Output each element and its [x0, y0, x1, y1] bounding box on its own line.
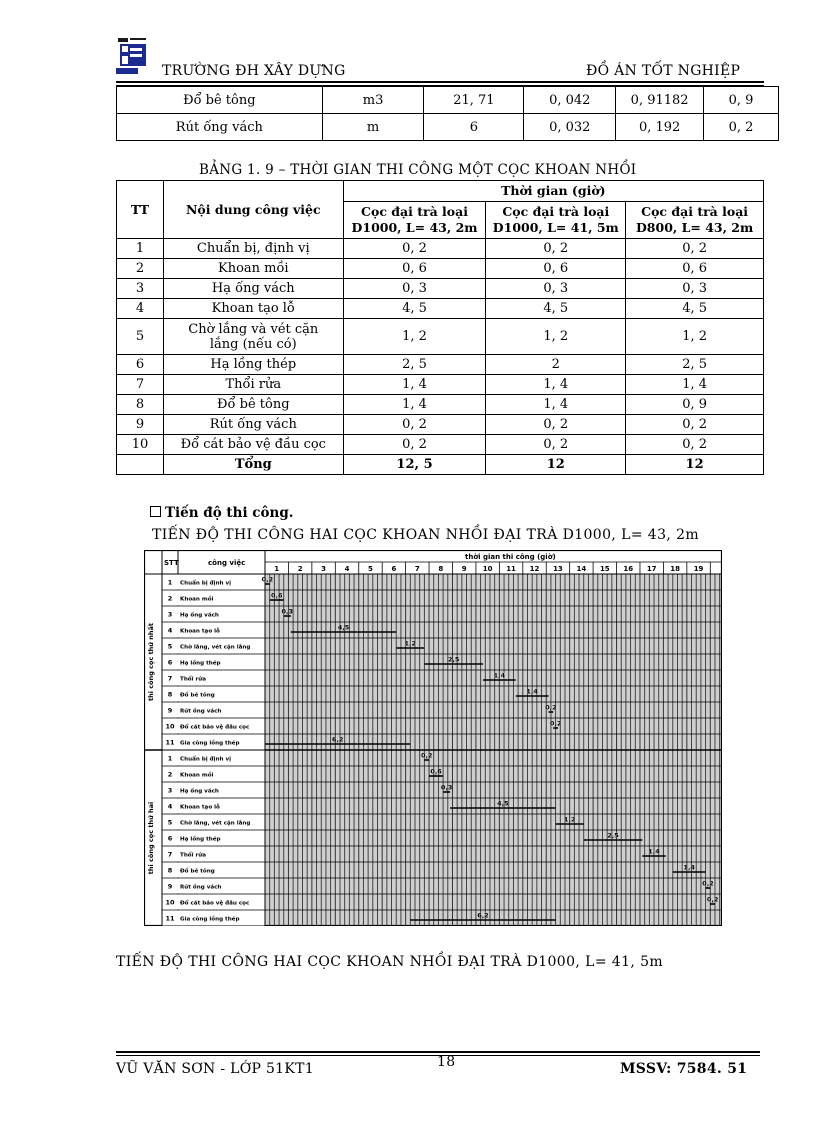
- task-name: Khoan tạo lỗ: [180, 628, 220, 635]
- gantt-title-1: TIẾN ĐỘ THI CÔNG HAI CỌC KHOAN NHỒI ĐẠI TRÀ D1000, L= 43, 2m: [152, 527, 700, 543]
- cell: 0, 2: [343, 239, 486, 259]
- cell: 0, 192: [616, 114, 704, 141]
- cell: 0, 2: [626, 239, 764, 259]
- cell: 1, 4: [626, 375, 764, 395]
- cell: 21, 71: [424, 87, 524, 114]
- task-duration-label: 1,4: [683, 863, 695, 872]
- task-duration-label: 6,2: [477, 911, 489, 920]
- project-name: ĐỒ ÁN TỐT NGHIỆP: [586, 63, 741, 79]
- cell: m3: [322, 87, 424, 114]
- gantt-header-time: thời gian thi công (giờ): [465, 553, 556, 561]
- cell: 8: [117, 395, 164, 415]
- task-stt: 1: [167, 754, 173, 763]
- cell: 1, 2: [486, 319, 626, 355]
- cell: 0, 2: [626, 435, 764, 455]
- task-name: Chờ lắng, vét cặn lắng: [180, 644, 251, 651]
- hour-label: 5: [368, 565, 373, 573]
- task-stt: 7: [167, 674, 173, 683]
- cell: 2, 5: [343, 355, 486, 375]
- table-row: [117, 299, 764, 319]
- task-duration-label: 1,4: [493, 671, 506, 680]
- time-table-body: [117, 239, 764, 475]
- top-table: [116, 86, 779, 141]
- hour-label: 16: [623, 565, 634, 573]
- page-number: 18: [437, 1054, 456, 1070]
- footer-rule: [116, 1051, 760, 1053]
- cell: Khoan tạo lỗ: [163, 299, 343, 319]
- task-stt: 8: [167, 690, 173, 699]
- cell: 12: [626, 455, 764, 475]
- task-name: Hạ lồng thép: [180, 660, 221, 667]
- task-name: Chuẩn bị định vị: [180, 756, 232, 763]
- task-name: Gia công lồng thép: [180, 916, 240, 923]
- task-stt: 4: [167, 626, 173, 635]
- task-stt: 10: [165, 722, 175, 731]
- table-row: [117, 415, 764, 435]
- cell: Khoan mồi: [163, 259, 343, 279]
- group-label: thi công cọc thứ hai: [147, 801, 155, 875]
- task-duration-label: 1,4: [648, 847, 660, 856]
- task-stt: 3: [167, 610, 173, 619]
- subheader-line: D1000, L= 43, 2m: [351, 220, 478, 235]
- table-row: [117, 375, 764, 395]
- cell: 0, 2: [704, 114, 779, 141]
- cell: 4: [117, 299, 164, 319]
- task-stt: 5: [167, 642, 173, 651]
- checkbox-bullet-icon: [150, 506, 161, 517]
- task-name: Rút ống vách: [180, 708, 222, 715]
- task-duration-label: 0,2: [545, 703, 557, 712]
- task-name: Khoan mồi: [180, 772, 214, 779]
- cell: 12: [486, 455, 626, 475]
- task-cell-bg: [163, 767, 265, 782]
- schedule-heading-text: Tiến độ thi công.: [165, 505, 294, 521]
- schedule-heading: [150, 505, 293, 521]
- hour-label: 13: [553, 565, 563, 573]
- cell: 0, 3: [486, 279, 626, 299]
- cell: Đổ cát bảo vệ đầu cọc: [163, 435, 343, 455]
- cell: 1, 4: [343, 375, 486, 395]
- subheader-line: Cọc đại trà loại: [641, 204, 749, 219]
- cell: 0, 2: [626, 415, 764, 435]
- hour-label: 4: [344, 565, 350, 573]
- task-duration-label: 0,2: [420, 751, 433, 760]
- footer-author: VŨ VĂN SƠN - LỚP 51KT1: [116, 1061, 314, 1077]
- task-name: Chuẩn bị định vị: [180, 580, 232, 587]
- hour-label: 6: [391, 565, 397, 573]
- task-stt: 7: [167, 850, 173, 859]
- task-name: Rút ống vách: [180, 884, 222, 891]
- hour-label: 2: [297, 565, 303, 573]
- subheader-col: [343, 202, 486, 239]
- task-cell-bg: [163, 671, 265, 686]
- table-row: [117, 319, 764, 355]
- task-stt: 2: [167, 594, 173, 603]
- task-duration-label: 0,6: [430, 767, 442, 776]
- cell: 0, 6: [486, 259, 626, 279]
- cell: Thổi rửa: [163, 375, 343, 395]
- task-duration-label: 1,2: [404, 639, 417, 648]
- cell: 6: [424, 114, 524, 141]
- task-duration-label: 0,3: [281, 607, 294, 616]
- cell: 0, 6: [343, 259, 486, 279]
- task-duration-label: 0,6: [270, 591, 283, 600]
- task-stt: 9: [167, 706, 173, 715]
- task-stt: 11: [165, 738, 175, 747]
- gantt-title-2: TIẾN ĐỘ THI CÔNG HAI CỌC KHOAN NHỒI ĐẠI TRÀ D1000, L= 41, 5m: [116, 954, 664, 970]
- task-duration-label: 2,5: [447, 655, 460, 664]
- task-stt: 6: [167, 834, 173, 843]
- cell: 0, 2: [486, 239, 626, 259]
- table-row: [117, 279, 764, 299]
- task-duration-label: 0,2: [261, 575, 274, 584]
- table-row: [117, 259, 764, 279]
- table-row: [117, 395, 764, 415]
- task-name: Đổ bê tông: [180, 692, 215, 699]
- header-time: Thời gian (giờ): [343, 181, 763, 202]
- subheader-line: Cọc đại trà loại: [502, 204, 610, 219]
- hour-label: 12: [529, 565, 540, 573]
- cell: 1, 4: [343, 395, 486, 415]
- hour-label: 9: [461, 565, 467, 573]
- task-name: Đổ bê tông: [180, 868, 215, 875]
- hour-label: 19: [693, 565, 704, 573]
- task-duration-label: 4,5: [337, 623, 350, 632]
- task-stt: 4: [167, 802, 173, 811]
- task-duration-label: 2,5: [607, 831, 619, 840]
- task-stt: 8: [167, 866, 173, 875]
- task-name: Hạ ống vách: [180, 612, 219, 619]
- subheader-col: [486, 202, 626, 239]
- task-duration-label: 0,2: [706, 895, 719, 904]
- footer-student-id: MSSV: 7584. 51: [620, 1061, 748, 1077]
- cell: 4, 5: [486, 299, 626, 319]
- task-stt: 3: [167, 786, 173, 795]
- task-cell-bg: [163, 847, 265, 862]
- subheader-col: [626, 202, 764, 239]
- logo: [116, 36, 148, 76]
- task-name: Đổ cát bảo vệ đầu cọc: [180, 724, 250, 731]
- cell: Đổ bê tông: [117, 87, 323, 114]
- cell: 1, 4: [486, 375, 626, 395]
- table-caption: BẢNG 1. 9 – THỜI GIAN THI CÔNG MỘT CỌC KHOAN NHỒI: [199, 162, 637, 178]
- task-name: Hạ ống vách: [180, 788, 219, 795]
- cell: 6: [117, 355, 164, 375]
- task-cell-bg: [163, 591, 265, 606]
- table-row: [117, 435, 764, 455]
- hour-label: 18: [670, 565, 681, 573]
- cell: 0, 2: [486, 435, 626, 455]
- cell: 0, 9: [704, 87, 779, 114]
- cell: 0, 6: [626, 259, 764, 279]
- task-stt: 6: [167, 658, 173, 667]
- cell: Đổ bê tông: [163, 395, 343, 415]
- task-duration-label: 6,2: [331, 735, 344, 744]
- hour-label: 8: [438, 565, 444, 573]
- task-stt: 11: [165, 914, 175, 923]
- hour-label: 14: [576, 565, 587, 573]
- cell: m: [322, 114, 424, 141]
- table-total-row: [117, 455, 764, 475]
- cell: [117, 455, 164, 475]
- cell: Rút ống vách: [163, 415, 343, 435]
- task-duration-label: 1,4: [526, 687, 538, 696]
- cell: 0, 032: [524, 114, 616, 141]
- header-tt: TT: [117, 181, 164, 239]
- table-header-row: [117, 181, 764, 202]
- task-stt: 10: [165, 898, 175, 907]
- hour-label: 1: [274, 565, 280, 573]
- task-name: Khoan mồi: [180, 596, 214, 603]
- hour-label: 3: [321, 565, 327, 573]
- group-label: thi công cọc thứ nhất: [147, 623, 155, 701]
- table-row: [117, 355, 764, 375]
- task-duration-label: 0,2: [549, 719, 562, 728]
- cell: 10: [117, 435, 164, 455]
- task-duration-label: 0,2: [702, 879, 714, 888]
- cell: Chuẩn bị, định vị: [163, 239, 343, 259]
- cell: 1, 2: [343, 319, 486, 355]
- hour-label: 15: [599, 565, 610, 573]
- gantt-chart: [144, 550, 722, 926]
- cell: Hạ ống vách: [163, 279, 343, 299]
- task-name: Chờ lắng, vét cặn lắng: [180, 820, 251, 827]
- task-duration-label: 0,3: [440, 783, 453, 792]
- task-stt: 5: [167, 818, 173, 827]
- hour-label: 10: [482, 565, 493, 573]
- task-duration-label: 1,2: [563, 815, 576, 824]
- cell: 0, 2: [343, 435, 486, 455]
- cell: 0, 3: [626, 279, 764, 299]
- hour-label: 7: [414, 565, 420, 573]
- task-stt: 1: [167, 578, 173, 587]
- hour-label: 11: [506, 565, 516, 573]
- cell: 12, 5: [343, 455, 486, 475]
- gantt-header-stt: STT: [164, 559, 179, 567]
- subheader-line: Cọc đại trà loại: [361, 204, 468, 219]
- cell: 7: [117, 375, 164, 395]
- school-name: TRƯỜNG ĐH XÂY DỰNG: [162, 63, 346, 79]
- cell: 1, 4: [486, 395, 626, 415]
- task-name: Khoan tạo lỗ: [180, 804, 220, 811]
- cell: 0, 042: [524, 87, 616, 114]
- subheader-line: D800, L= 43, 2m: [635, 220, 754, 235]
- header-content: Nội dung công việc: [163, 181, 343, 239]
- task-name: Thổi rửa: [180, 676, 207, 683]
- cell: 4, 5: [343, 299, 486, 319]
- cell: 2, 5: [626, 355, 764, 375]
- cell: Tổng: [163, 455, 343, 475]
- table-row: [117, 87, 779, 114]
- cell: Chờ lắng và vét cặn lắng (nếu có): [163, 319, 343, 355]
- task-name: Gia công lồng thép: [180, 740, 240, 747]
- cell: 0, 91182: [616, 87, 704, 114]
- task-name: Hạ lồng thép: [180, 836, 221, 843]
- task-name: Đổ cát bảo vệ đầu cọc: [180, 900, 250, 907]
- cell: 0, 2: [343, 415, 486, 435]
- header-rule: [116, 81, 764, 83]
- task-name: Thổi rửa: [180, 852, 207, 859]
- cell: 0, 3: [343, 279, 486, 299]
- cell: 0, 2: [486, 415, 626, 435]
- cell: Rút ống vách: [117, 114, 323, 141]
- cell: 2: [117, 259, 164, 279]
- cell: 4, 5: [626, 299, 764, 319]
- table-row: [117, 239, 764, 259]
- task-stt: 9: [167, 882, 173, 891]
- cell: 3: [117, 279, 164, 299]
- cell: 5: [117, 319, 164, 355]
- gantt-header-task: công việc: [208, 559, 246, 567]
- table-row: [117, 114, 779, 141]
- cell: Hạ lồng thép: [163, 355, 343, 375]
- hour-label: 17: [646, 565, 657, 573]
- task-stt: 2: [167, 770, 173, 779]
- cell: 1: [117, 239, 164, 259]
- task-duration-label: 4,5: [497, 799, 509, 808]
- time-table: [116, 180, 764, 475]
- cell: 1, 2: [626, 319, 764, 355]
- cell: 9: [117, 415, 164, 435]
- subheader-line: D1000, L= 41, 5m: [492, 220, 619, 235]
- cell: 0, 9: [626, 395, 764, 415]
- cell: 2: [486, 355, 626, 375]
